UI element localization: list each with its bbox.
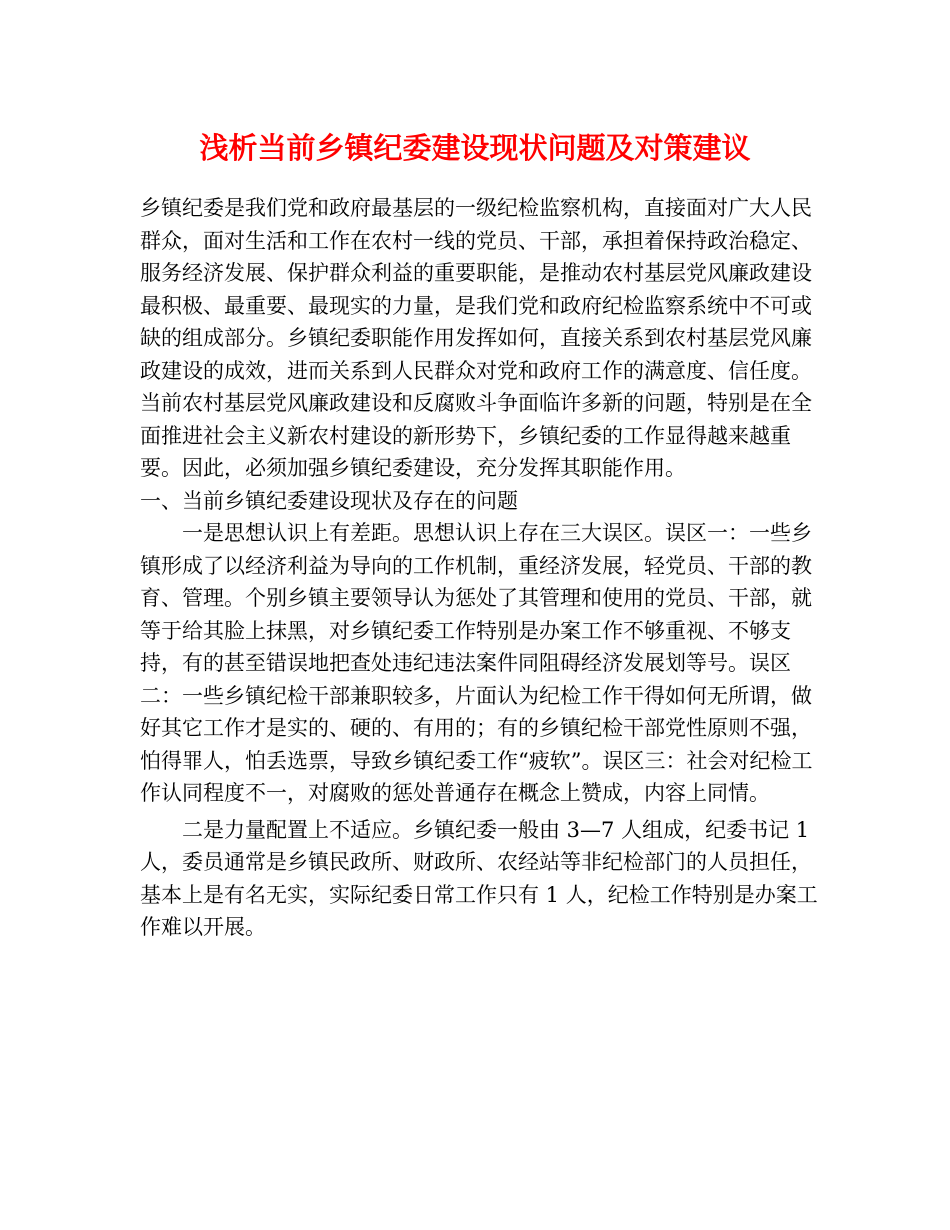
point-paragraph-2: 二是力量配置上不适应。乡镇纪委一般由 3—7 人组成，纪委书记 1 人，委员通常是乡镇民政所、财政所、农经站等非纪检部门的人员担任，基本上是有名无实，实际纪委日常工作只有 1 人，纪检工作特别是办案工作难以开展。 [140, 817, 818, 939]
point-paragraph-1: 一是思想认识上有差距。思想认识上存在三大误区。误区一：一些乡镇形成了以经济利益为导向的工作机制，重经济发展，轻党员、干部的教育、管理。个别乡镇主要领导认为惩处了其管理和使用的党员、干部，就等于给其脸上抹黑，对乡镇纪委工作特别是办案工作不够重视、不够支持，有的甚至错误地把查处违纪违法案件同阻碍经济发展划等号。误区二：一些乡镇纪检干部兼职较多，片面认为纪检工作干得如何无所谓，做好其它工作才是实的、硬的、有用的；有的乡镇纪检干部党性原则不强，怕得罪人，怕丢选票，导致乡镇纪委工作“疲软”。误区三：社会对纪检工作认同程度不一，对腐败的惩处普通存在概念上赞成，内容上同情。 [140, 521, 813, 805]
document-title: 浅析当前乡镇纪委建设现状问题及对策建议 [199, 131, 751, 165]
section-heading-1: 一、当前乡镇纪委建设现状及存在的问题 [140, 488, 518, 513]
intro-paragraph: 乡镇纪委是我们党和政府最基层的一级纪检监察机构，直接面对广大人民群众，面对生活和工作在农村一线的党员、干部，承担着保持政治稳定、服务经济发展、保护群众利益的重要职能，是推动农村基层党风廉政建设最积极、最重要、最现实的力量，是我们党和政府纪检监察系统中不可或缺的组成部分。乡镇纪委职能作用发挥如何，直接关系到农村基层党风廉政建设的成效，进而关系到人民群众对党和政府工作的满意度、信任度。当前农村基层党风廉政建设和反腐败斗争面临许多新的问题，特别是在全面推进社会主义新农村建设的新形势下，乡镇纪委的工作显得越来越重要。因此，必须加强乡镇纪委建设，充分发挥其职能作用。 [140, 196, 812, 480]
document-body [140, 192, 830, 944]
